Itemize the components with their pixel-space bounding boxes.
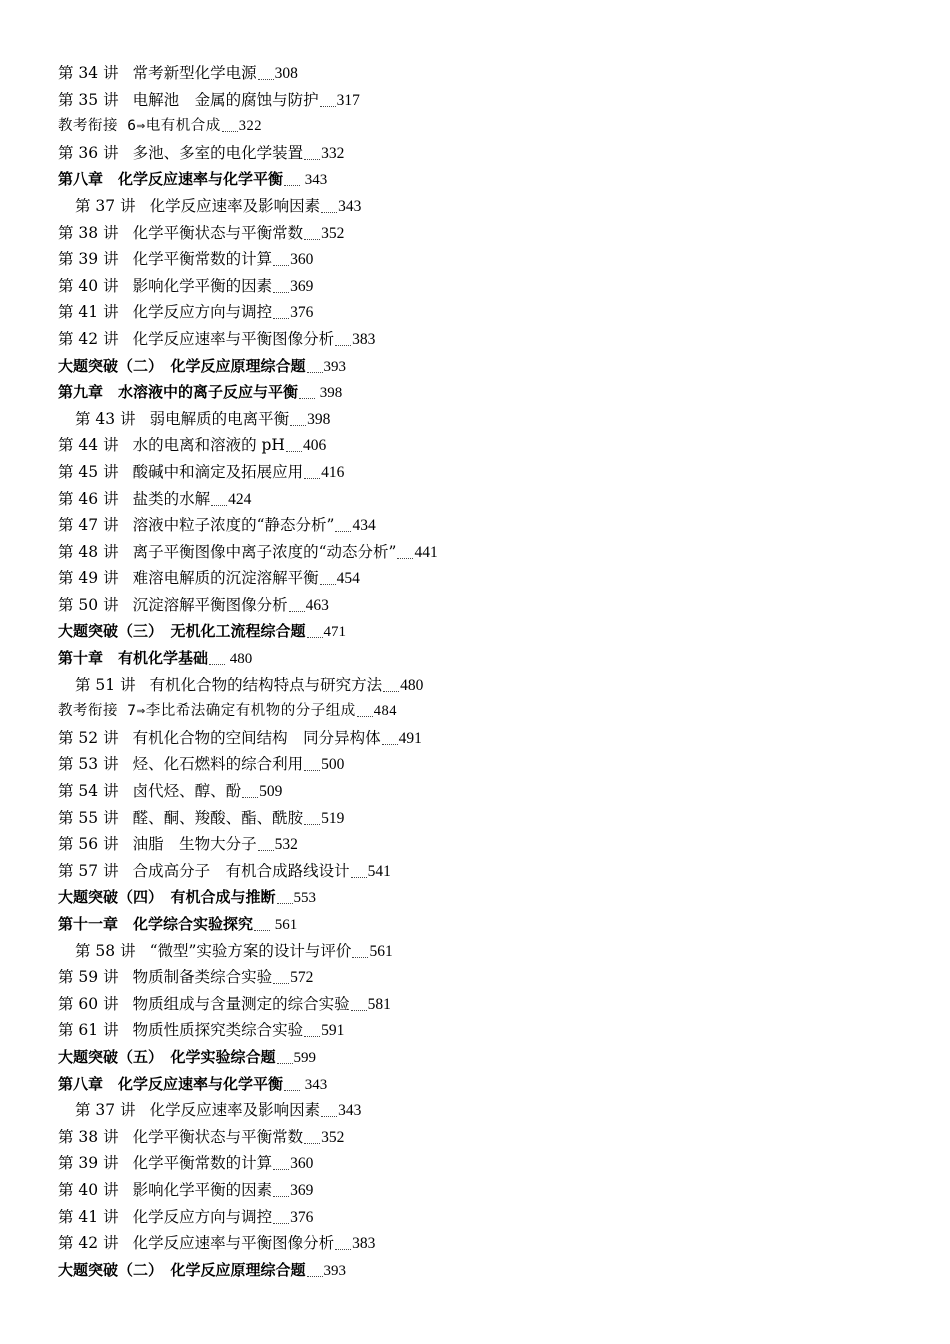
toc-leader-dots — [307, 1275, 323, 1277]
toc-lesson-number: 第 41 讲 — [58, 303, 119, 322]
toc-lesson-number: 第 58 讲 — [75, 941, 136, 960]
toc-leader-dots — [254, 929, 270, 931]
toc-page-number: 463 — [305, 596, 329, 614]
toc-page-number: 519 — [321, 809, 345, 827]
toc-lesson-number: 第 57 讲 — [58, 861, 119, 880]
toc-lesson-number: 第 45 讲 — [58, 462, 119, 481]
toc-lesson-number: 第 42 讲 — [58, 1234, 119, 1253]
toc-page-number: 561 — [369, 942, 393, 960]
toc-entry-title: 多池、多室的电化学装置 — [132, 143, 304, 162]
toc-page-number: 599 — [293, 1049, 317, 1066]
toc-leader-dots — [258, 78, 274, 80]
toc-entry-title: 卤代烃、醇、酚 — [132, 782, 242, 801]
toc-page-number: 484 — [373, 703, 397, 720]
toc-page-number: 343 — [338, 1102, 362, 1120]
toc-entry-title: 电解池 金属的腐蚀与防护 — [132, 90, 319, 109]
toc-chapter-entry[interactable] — [58, 1071, 918, 1098]
toc-entry[interactable] — [58, 1204, 918, 1231]
toc-entry[interactable] — [58, 751, 918, 778]
toc-entry-title: 第九章 水溶液中的离子反应与平衡 — [58, 383, 299, 402]
toc-leader-dots — [277, 902, 293, 904]
toc-leader-dots — [222, 130, 238, 132]
toc-chapter-entry[interactable] — [58, 353, 918, 380]
toc-entry[interactable] — [58, 858, 918, 885]
toc-leader-dots — [286, 450, 302, 452]
toc-page-number: 383 — [352, 1235, 376, 1253]
toc-entry[interactable] — [58, 87, 918, 114]
toc-entry-title: 醛、酮、羧酸、酯、酰胺 — [132, 808, 304, 827]
toc-entry-title: 有机化合物的空间结构 同分异构体 — [132, 728, 381, 747]
toc-page-number: 500 — [321, 756, 345, 774]
toc-entry[interactable] — [58, 326, 918, 353]
toc-entry[interactable] — [58, 1124, 918, 1151]
toc-lesson-number: 第 59 讲 — [58, 968, 119, 987]
toc-entry-title: 化学反应方向与调控 — [132, 303, 273, 322]
toc-lesson-number: 第 37 讲 — [75, 1101, 136, 1120]
toc-lesson-number: 第 39 讲 — [58, 1154, 119, 1173]
toc-lesson-number: 第 37 讲 — [75, 196, 136, 215]
toc-leader-dots — [304, 1035, 320, 1037]
toc-lesson-number: 第 44 讲 — [58, 436, 119, 455]
toc-entry-title: 第十一章 化学综合实验探究 — [58, 915, 254, 933]
toc-page-number: 553 — [293, 890, 317, 907]
toc-leader-dots — [397, 557, 413, 559]
toc-page-number: 406 — [302, 437, 327, 455]
toc-page-number: 480 — [400, 676, 424, 694]
toc-entry-title: 物质制备类综合实验 — [132, 968, 273, 987]
toc-entry[interactable] — [58, 592, 918, 619]
toc-leader-dots — [284, 184, 300, 186]
toc-entry-title: 教考衔接 6⇒电有机合成 — [58, 118, 221, 135]
toc-page-number: 541 — [367, 862, 391, 880]
toc-entry-title: 沉淀溶解平衡图像分析 — [132, 595, 288, 614]
toc-entry-title: 合成高分子 有机合成路线设计 — [132, 861, 350, 880]
toc-entry-title: 大题突破（五） 化学实验综合题 — [58, 1047, 276, 1066]
toc-leader-dots — [321, 1115, 337, 1117]
toc-entry-title: 化学平衡状态与平衡常数 — [132, 1127, 304, 1146]
toc-page-number: 376 — [290, 304, 314, 322]
toc-entry-title: 大题突破（四） 有机合成与推断 — [58, 888, 276, 907]
toc-leader-dots — [290, 424, 306, 426]
toc-lesson-number: 第 60 讲 — [58, 994, 119, 1013]
toc-leader-dots — [351, 1009, 367, 1011]
toc-entry[interactable] — [58, 964, 918, 991]
toc-leader-dots — [320, 583, 336, 585]
toc-page-number: 332 — [321, 144, 345, 162]
toc-lesson-number: 第 38 讲 — [58, 1127, 119, 1146]
toc-lesson-number: 第 52 讲 — [58, 728, 119, 747]
toc-lesson-number: 第 38 讲 — [58, 223, 119, 242]
toc-lesson-number: 第 51 讲 — [75, 675, 136, 694]
toc-chapter-entry[interactable] — [58, 1257, 918, 1284]
toc-entry[interactable] — [58, 512, 918, 539]
toc-entry[interactable] — [58, 805, 918, 832]
toc-entry[interactable] — [58, 698, 918, 725]
toc-entry[interactable] — [58, 273, 918, 300]
toc-chapter-entry[interactable] — [58, 645, 918, 672]
toc-lesson-number: 第 34 讲 — [58, 64, 119, 82]
toc-leader-dots — [320, 105, 336, 107]
toc-lesson-number: 第 56 讲 — [58, 835, 119, 854]
toc-lesson-number: 第 35 讲 — [58, 90, 119, 109]
toc-page-number: 376 — [290, 1208, 314, 1226]
toc-leader-dots — [304, 769, 320, 771]
toc-page-number: 398 — [316, 385, 343, 402]
toc-page-number: 352 — [321, 1128, 345, 1146]
toc-leader-dots — [273, 1168, 289, 1170]
toc-leader-dots — [307, 636, 323, 638]
toc-page-number: 480 — [226, 651, 253, 668]
toc-leader-dots — [335, 1248, 351, 1250]
toc-page-number: 360 — [290, 1155, 314, 1173]
toc-page-number: 322 — [238, 118, 262, 135]
toc-entry[interactable] — [58, 113, 918, 140]
toc-page-number: 424 — [228, 490, 252, 508]
toc-lesson-number: 第 47 讲 — [58, 516, 119, 535]
toc-page-number: 561 — [271, 917, 298, 933]
toc-leader-dots — [383, 690, 399, 692]
toc-entry-title: 化学反应速率与平衡图像分析 — [132, 329, 335, 348]
toc-leader-dots — [273, 1195, 289, 1197]
toc-entry-title: 第八章 化学反应速率与化学平衡 — [58, 170, 284, 189]
toc-entry-title: 有机化合物的结构特点与研究方法 — [149, 675, 383, 694]
toc-page-number: 471 — [323, 624, 347, 641]
toc-leader-dots — [273, 317, 289, 319]
toc-entry[interactable] — [58, 220, 918, 247]
toc-leader-dots — [211, 504, 227, 506]
toc-chapter-entry[interactable] — [58, 379, 918, 406]
toc-lesson-number: 第 46 讲 — [58, 489, 119, 508]
toc-lesson-number: 第 61 讲 — [58, 1021, 119, 1040]
toc-leader-dots — [335, 344, 351, 346]
toc-page-number: 441 — [414, 543, 438, 561]
toc-entry[interactable] — [58, 406, 918, 433]
toc-entry[interactable] — [58, 778, 918, 805]
toc-entry-title: 化学平衡常数的计算 — [132, 250, 273, 269]
toc-lesson-number: 第 53 讲 — [58, 755, 119, 774]
toc-entry-title: 影响化学平衡的因素 — [132, 1180, 273, 1199]
toc-entry[interactable] — [58, 672, 918, 699]
toc-page-number: 308 — [274, 65, 298, 82]
toc-lesson-number: 第 48 讲 — [58, 542, 119, 561]
toc-entry[interactable] — [58, 193, 918, 220]
toc-entry-title: 第十章 有机化学基础 — [58, 649, 209, 668]
toc-entry-title: 离子平衡图像中离子浓度的“动态分析” — [132, 542, 397, 561]
toc-entry[interactable] — [58, 1097, 918, 1124]
toc-leader-dots — [277, 1062, 293, 1064]
toc-entry[interactable] — [58, 565, 918, 592]
toc-entry-title: 难溶电解质的沉淀溶解平衡 — [132, 569, 319, 588]
toc-leader-dots — [304, 158, 320, 160]
toc-entry-title: 水的电离和溶液的 pH — [132, 436, 285, 455]
toc-lesson-number: 第 39 讲 — [58, 250, 119, 269]
toc-leader-dots — [273, 264, 289, 266]
toc-entry-title: “微型”实验方案的设计与评价 — [149, 941, 352, 960]
toc-page-number: 383 — [352, 330, 376, 348]
toc-page-number: 343 — [338, 197, 362, 215]
toc-leader-dots — [357, 715, 373, 717]
toc-leader-dots — [209, 663, 225, 665]
toc-leader-dots — [382, 743, 398, 745]
toc-lesson-number: 第 54 讲 — [58, 782, 119, 801]
toc-entry-title: 化学平衡状态与平衡常数 — [132, 223, 304, 242]
toc-page-number: 352 — [321, 224, 345, 242]
toc-leader-dots — [304, 823, 320, 825]
toc-lesson-number: 第 50 讲 — [58, 595, 119, 614]
toc-entry-title: 化学反应方向与调控 — [132, 1207, 273, 1226]
toc-leader-dots — [351, 876, 367, 878]
toc-page-number: 369 — [290, 1181, 314, 1199]
toc-entry[interactable] — [58, 1017, 918, 1044]
toc-leader-dots — [321, 211, 337, 213]
toc-page-number: 369 — [290, 277, 314, 295]
toc-entry[interactable] — [58, 459, 918, 486]
toc-entry-title: 化学反应速率与平衡图像分析 — [132, 1234, 335, 1253]
toc-lesson-number: 第 49 讲 — [58, 569, 119, 588]
toc-leader-dots — [273, 982, 289, 984]
toc-page-number: 343 — [301, 172, 328, 189]
toc-page-number: 398 — [307, 410, 331, 428]
toc-entry[interactable] — [58, 725, 918, 752]
toc-entry-title: 油脂 生物大分子 — [132, 835, 257, 854]
toc-page-number: 393 — [323, 358, 347, 375]
toc-entry[interactable] — [58, 1150, 918, 1177]
toc-leader-dots — [299, 397, 315, 399]
toc-lesson-number: 第 42 讲 — [58, 329, 119, 348]
toc-leader-dots — [304, 1142, 320, 1144]
toc-page-number: 454 — [336, 570, 360, 588]
toc-entry-title: 大题突破（二） 化学反应原理综合题 — [58, 1260, 306, 1279]
toc-entry-title: 影响化学平衡的因素 — [132, 276, 273, 295]
toc-page-number: 491 — [398, 729, 422, 747]
toc-entry[interactable] — [58, 246, 918, 273]
toc-entry[interactable] — [58, 539, 918, 566]
toc-lesson-number: 第 41 讲 — [58, 1207, 119, 1226]
toc-chapter-entry[interactable] — [58, 618, 918, 645]
toc-entry-title: 化学反应速率及影响因素 — [149, 1101, 321, 1120]
toc-leader-dots — [273, 1222, 289, 1224]
toc-page-number: 317 — [336, 91, 360, 109]
toc-entry-title: 大题突破（三） 无机化工流程综合题 — [58, 622, 306, 641]
toc-entry-title: 化学反应速率及影响因素 — [149, 196, 321, 215]
toc-page-number: 343 — [301, 1076, 328, 1093]
toc-entry-title: 烃、化石燃料的综合利用 — [132, 755, 304, 774]
toc-entry-title: 盐类的水解 — [132, 489, 211, 508]
toc-page-number: 434 — [352, 517, 376, 535]
toc-entry[interactable] — [58, 140, 918, 167]
toc-page-number: 581 — [367, 995, 391, 1013]
toc-chapter-entry[interactable] — [58, 884, 918, 911]
toc-chapter-entry[interactable] — [58, 1044, 918, 1071]
toc-leader-dots — [242, 796, 258, 798]
toc-entry-title: 常考新型化学电源 — [132, 64, 257, 82]
toc-entry-title: 酸碱中和滴定及拓展应用 — [132, 462, 304, 481]
toc-entry[interactable] — [58, 60, 918, 87]
toc-leader-dots — [352, 956, 368, 958]
toc-lesson-number: 第 36 讲 — [58, 143, 119, 162]
toc-lesson-number: 第 40 讲 — [58, 1180, 119, 1199]
toc-entry[interactable] — [58, 299, 918, 326]
toc-entry[interactable] — [58, 432, 918, 459]
toc-leader-dots — [304, 238, 320, 240]
toc-leader-dots — [258, 849, 274, 851]
toc-page-number: 572 — [290, 969, 314, 987]
toc-entry-title: 物质性质探究类综合实验 — [132, 1021, 304, 1040]
toc-lesson-number: 第 40 讲 — [58, 276, 119, 295]
toc-entry-title: 物质组成与含量测定的综合实验 — [132, 994, 350, 1013]
toc-leader-dots — [289, 610, 305, 612]
toc-leader-dots — [307, 371, 323, 373]
toc-leader-dots — [273, 291, 289, 293]
toc-entry[interactable] — [58, 486, 918, 513]
toc-page-number: 532 — [274, 836, 298, 854]
toc-chapter-entry[interactable] — [58, 911, 918, 938]
toc-leader-dots — [304, 477, 320, 479]
toc-entry[interactable] — [58, 991, 918, 1018]
toc-entry[interactable] — [58, 1230, 918, 1257]
toc-chapter-entry[interactable] — [58, 166, 918, 193]
toc-page-number: 509 — [259, 783, 283, 801]
toc-lesson-number: 第 43 讲 — [75, 409, 136, 428]
toc-leader-dots — [335, 530, 351, 532]
toc-entry-title: 化学平衡常数的计算 — [132, 1154, 273, 1173]
toc-lesson-number: 第 55 讲 — [58, 808, 119, 827]
toc-entry-title: 教考衔接 7⇒李比希法确定有机物的分子组成 — [58, 703, 356, 720]
toc-leader-dots — [284, 1089, 300, 1091]
toc-page-number: 416 — [321, 463, 345, 481]
toc-entry[interactable] — [58, 938, 918, 965]
toc-entry-title: 溶液中粒子浓度的“静态分析” — [132, 516, 335, 535]
table-of-contents — [58, 60, 918, 1283]
toc-entry[interactable] — [58, 831, 918, 858]
toc-page-number: 591 — [321, 1022, 345, 1040]
toc-entry[interactable] — [58, 1177, 918, 1204]
toc-page-number: 360 — [290, 251, 314, 269]
toc-entry-title: 第八章 化学反应速率与化学平衡 — [58, 1074, 284, 1093]
toc-page-number: 393 — [323, 1262, 347, 1279]
toc-entry-title: 弱电解质的电离平衡 — [149, 409, 290, 428]
toc-entry-title: 大题突破（二） 化学反应原理综合题 — [58, 356, 306, 375]
